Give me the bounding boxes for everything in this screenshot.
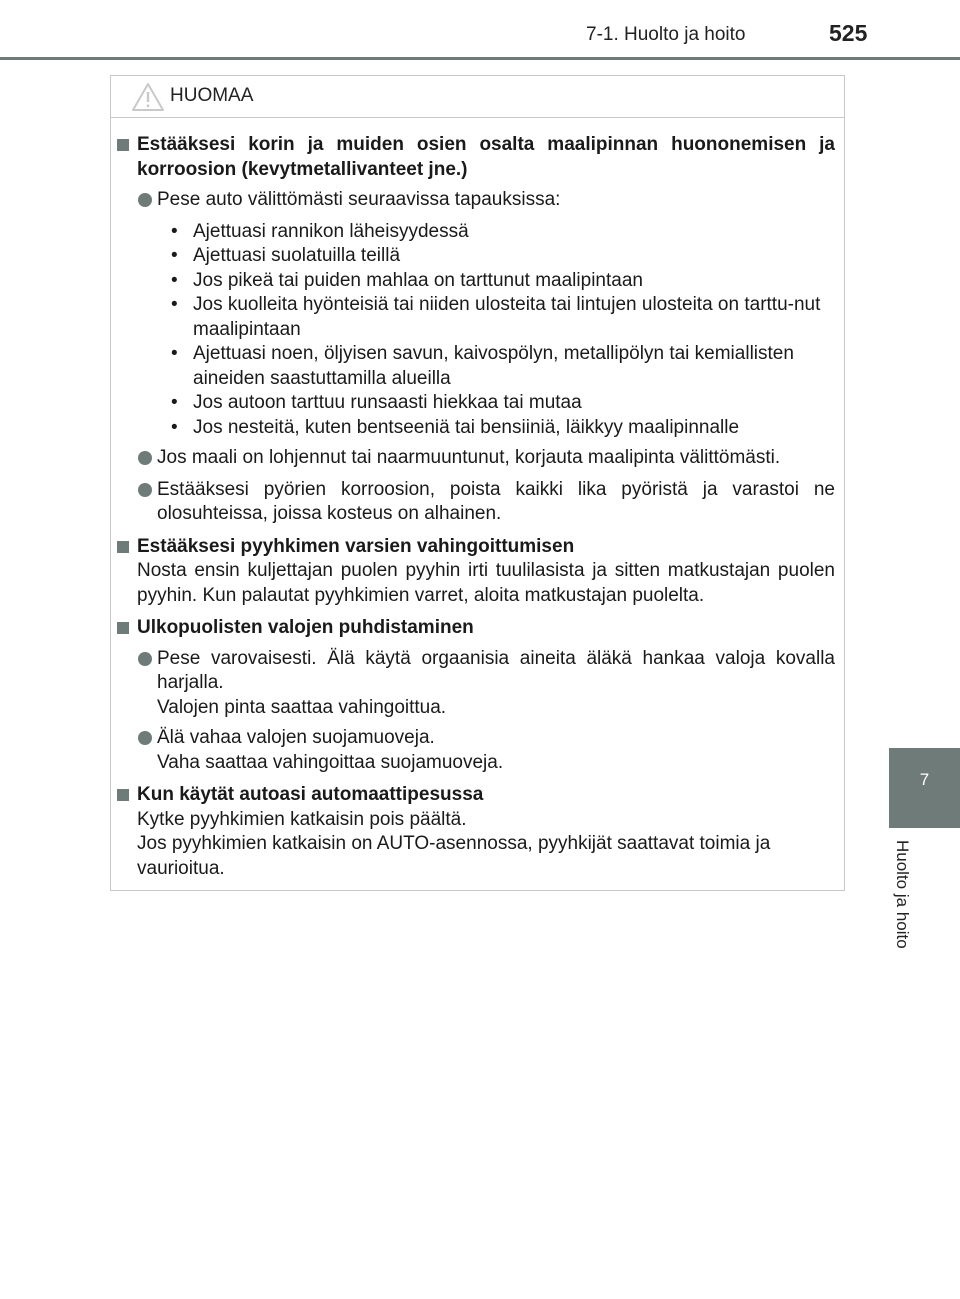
- chapter-tab-label: Huolto ja hoito: [893, 840, 912, 949]
- notice-section: [111, 535, 844, 609]
- square-bullet-icon: [117, 541, 129, 553]
- bullet-item: • Jos nesteitä, kuten bentseeniä tai bensiiniä, läikkyy maalipinnalle: [171, 416, 740, 438]
- notice-body: [111, 118, 844, 881]
- list-item-note: Vaha saattaa vahingoittaa suojamuoveja.: [157, 751, 504, 773]
- notice-section: [111, 783, 844, 881]
- square-bullet-icon: [117, 789, 129, 801]
- list-item-text: Jos maali on lohjennut tai naarmuuntunut, korjauta maalipinta välittömästi.: [157, 447, 781, 468]
- section-title: Ulkopuolisten valojen puhdistaminen: [137, 617, 474, 638]
- notice-box: [110, 75, 845, 891]
- bullet-text: Ajettuasi suolatuilla teillä: [193, 245, 401, 266]
- chapter-tab-number: 7: [919, 770, 930, 789]
- section-title: Estääksesi pyyhkimen varsien vahingoittumisen: [137, 535, 575, 557]
- bullet-list: [157, 220, 835, 441]
- bullet-text: Ajettuasi noen, öljyisen savun, kaivospölyn, metallipölyn tai kemiallisten aineiden saastuttamilla alueilla: [193, 343, 794, 389]
- notice-title: HUOMAA: [170, 85, 254, 106]
- list-item-text: Pese varovaisesti. Älä käytä orgaanisia aineita äläkä hankaa valoja kovalla harjalla.: [157, 647, 835, 693]
- list-item-text: Estääksesi pyörien korroosion, poista kaikki lika pyöristä ja varastoi ne olosuhteissa, joissa kosteus on alhainen.: [157, 478, 835, 524]
- list-item-text: Älä vahaa valojen suojamuoveja.: [157, 727, 435, 748]
- running-header-section: 7-1. Huolto ja hoito: [586, 24, 746, 45]
- bullet-text: Jos nesteitä, kuten bentseeniä tai bensiiniä, läikkyy maalipinnalle: [193, 416, 740, 438]
- list-item: [137, 446, 835, 471]
- notice-section: [111, 133, 844, 527]
- list-item-note: Valojen pinta saattaa vahingoittua.: [157, 696, 447, 718]
- section-paragraph: Nosta ensin kuljettajan puolen pyyhin irti tuulilasista ja sitten matkustajan puolen pyyhin. Kun palautat pyyhkimien varret, aloita matkustajan puolelta.: [137, 560, 835, 606]
- bullet-item: • Ajettuasi rannikon läheisyydessä: [171, 220, 469, 242]
- circle-bullet-icon: [138, 451, 152, 465]
- section-title: Estääksesi korin ja muiden osien osalta maalipinnan huononemisen ja korroosion (kevytmetallivanteet jne.): [137, 134, 835, 180]
- notice-section: [111, 616, 844, 775]
- square-bullet-icon: [117, 139, 129, 151]
- circle-bullet-icon: [138, 652, 152, 666]
- bullet-item: • Jos pikeä tai puiden mahlaa on tarttunut maalipintaan: [171, 269, 643, 291]
- circle-bullet-icon: [138, 731, 152, 745]
- bullet-item: • Jos autoon tarttuu runsaasti hiekkaa tai mutaa: [171, 392, 582, 413]
- bullet-text: Jos pikeä tai puiden mahlaa on tarttunut maalipintaan: [193, 269, 643, 291]
- list-item-text: Pese auto välittömästi seuraavissa tapauksissa:: [157, 189, 561, 210]
- notice-header: [111, 76, 844, 118]
- bullet-text: Jos kuolleita hyönteisiä tai niiden ulosteita tai lintujen ulosteita on tarttu-nut maalipintaan: [193, 294, 821, 340]
- bullet-text: Ajettuasi rannikon läheisyydessä: [193, 220, 469, 242]
- square-bullet-icon: [117, 622, 129, 634]
- list-item: [137, 726, 835, 775]
- circle-bullet-icon: [138, 193, 152, 207]
- bullet-item: • Jos kuolleita hyönteisiä tai niiden ulosteita tai lintujen ulosteita on tarttu-nut maalipintaan: [171, 294, 821, 340]
- header-rule: [0, 57, 960, 60]
- page-number: 525: [829, 20, 868, 46]
- bullet-text: Jos autoon tarttuu runsaasti hiekkaa tai mutaa: [193, 392, 582, 413]
- section-paragraph-line: Kytke pyyhkimien katkaisin pois päältä.: [137, 808, 467, 830]
- circle-bullet-icon: [138, 483, 152, 497]
- warning-triangle-icon: [131, 82, 165, 117]
- section-paragraph-line: Jos pyyhkimien katkaisin on AUTO-asennossa, pyyhkijät saattavat toimia ja vaurioitua.: [137, 833, 771, 879]
- section-title: Kun käytät autoasi automaattipesussa: [137, 784, 484, 805]
- bullet-item: • Ajettuasi noen, öljyisen savun, kaivospölyn, metallipölyn tai kemiallisten aineiden saastuttamilla alueilla: [171, 343, 794, 389]
- chapter-tab: [889, 748, 960, 828]
- bullet-item: • Ajettuasi suolatuilla teillä: [171, 245, 401, 266]
- list-item: [137, 188, 835, 440]
- list-item: [137, 647, 835, 721]
- list-item: [137, 478, 835, 527]
